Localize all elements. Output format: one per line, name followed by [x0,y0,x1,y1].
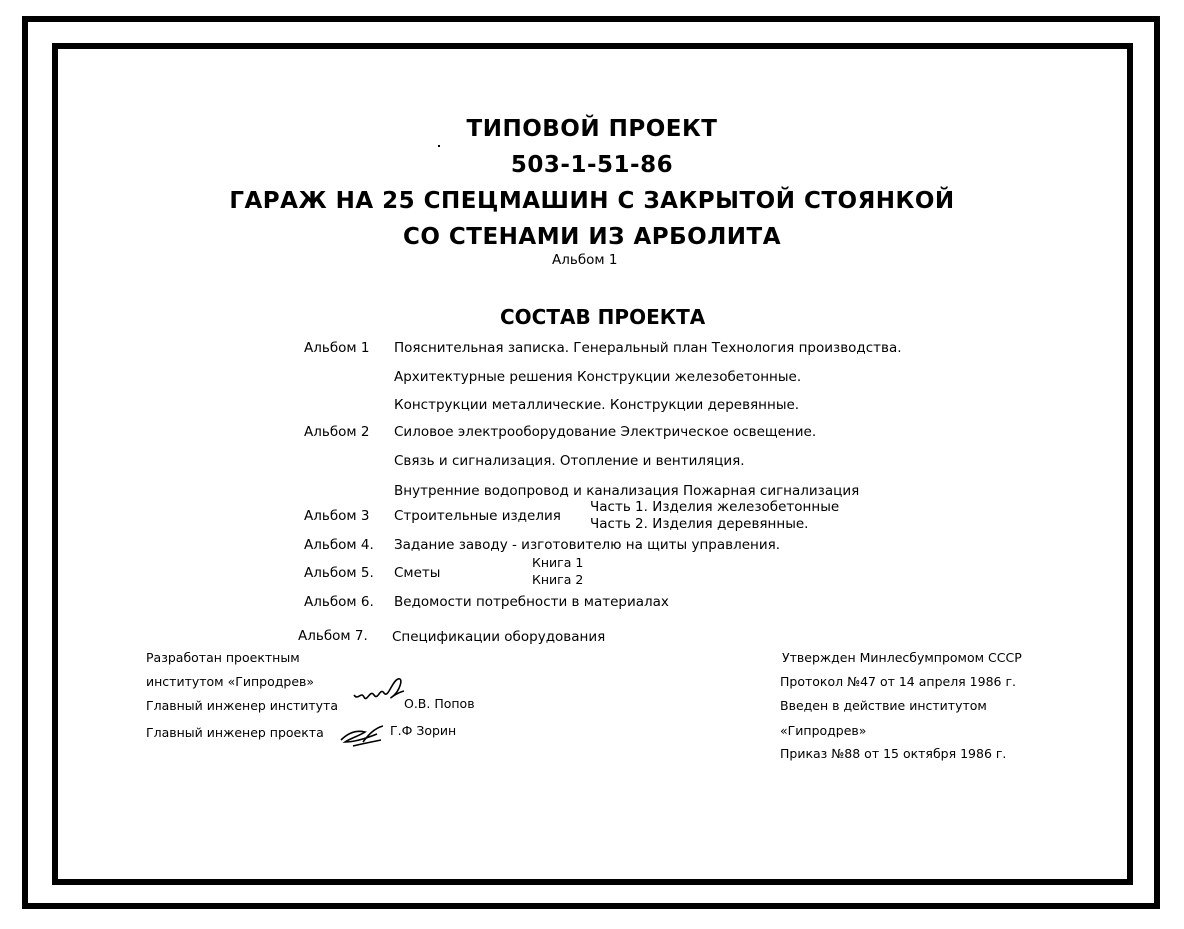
album-5-label: Альбом 5. [304,565,374,581]
album-6-text: Ведомости потребности в материалах [394,594,669,610]
stray-dot [438,145,440,147]
album-3-text: Строительные изделия [394,508,561,524]
approved-protocol: Протокол №47 от 14 апреля 1986 г. [780,674,1016,689]
album-1-line-3: Конструкции металлические. Конструкции деревянные. [394,397,800,413]
album-3-part-1: Часть 1. Изделия железобетонные [590,499,840,515]
project-number: 503-1-51-86 [510,152,674,178]
doc-type-title: ТИПОВОЙ ПРОЕКТ [466,116,718,142]
album-2-label: Альбом 2 [304,424,370,440]
album-7-text: Спецификации оборудования [392,629,606,645]
approved-line-1: Утвержден Минлесбумпромом СССР [782,650,1022,665]
approved-order: Приказ №88 от 15 октября 1986 г. [780,746,1007,761]
album-1-label: Альбом 1 [304,340,370,356]
chief-engineer-institute-label: Главный инженер института [146,698,338,713]
composition-title: СОСТАВ ПРОЕКТА [500,305,706,329]
chief-engineer-project-label: Главный инженер проекта [146,725,324,740]
album-5-text: Сметы [394,565,441,581]
album-3-label: Альбом 3 [304,508,370,524]
album-4-label: Альбом 4. [304,537,374,553]
album-7-label: Альбом 7. [298,628,368,644]
album-5-book-2: Книга 2 [532,572,584,587]
approved-institute: «Гипродрев» [780,723,867,738]
album-4-text: Задание заводу - изготовителю на щиты управления. [394,537,781,553]
album-1-line-2: Архитектурные решения Конструкции железобетонные. [394,369,802,385]
zorin-name: Г.Ф Зорин [390,723,457,738]
album-2-line-2: Связь и сигнализация. Отопление и вентиляция. [394,453,745,469]
project-title: ГАРАЖ НА 25 СПЕЦМАШИН С ЗАКРЫТОЙ СТОЯНКОЙ [229,188,955,214]
developed-line-2: институтом «Гипродрев» [146,674,315,689]
album-number: Альбом 1 [552,252,618,268]
popov-name: О.В. Попов [404,696,475,711]
project-subtitle: СО СТЕНАМИ ИЗ АРБОЛИТА [402,224,782,250]
album-5-book-1: Книга 1 [532,555,584,570]
album-6-label: Альбом 6. [304,594,374,610]
album-2-line-1: Силовое электрооборудование Электрическое освещение. [394,424,817,440]
approved-line-3: Введен в действие институтом [780,698,987,713]
album-3-part-2: Часть 2. Изделия деревянные. [590,516,809,532]
developed-line-1: Разработан проектным [146,650,300,665]
album-2-line-3: Внутренние водопровод и канализация Пожарная сигнализация [394,483,860,499]
zorin-signature [339,722,387,748]
album-1-line-1: Пояснительная записка. Генеральный план Технология производства. [394,340,902,356]
